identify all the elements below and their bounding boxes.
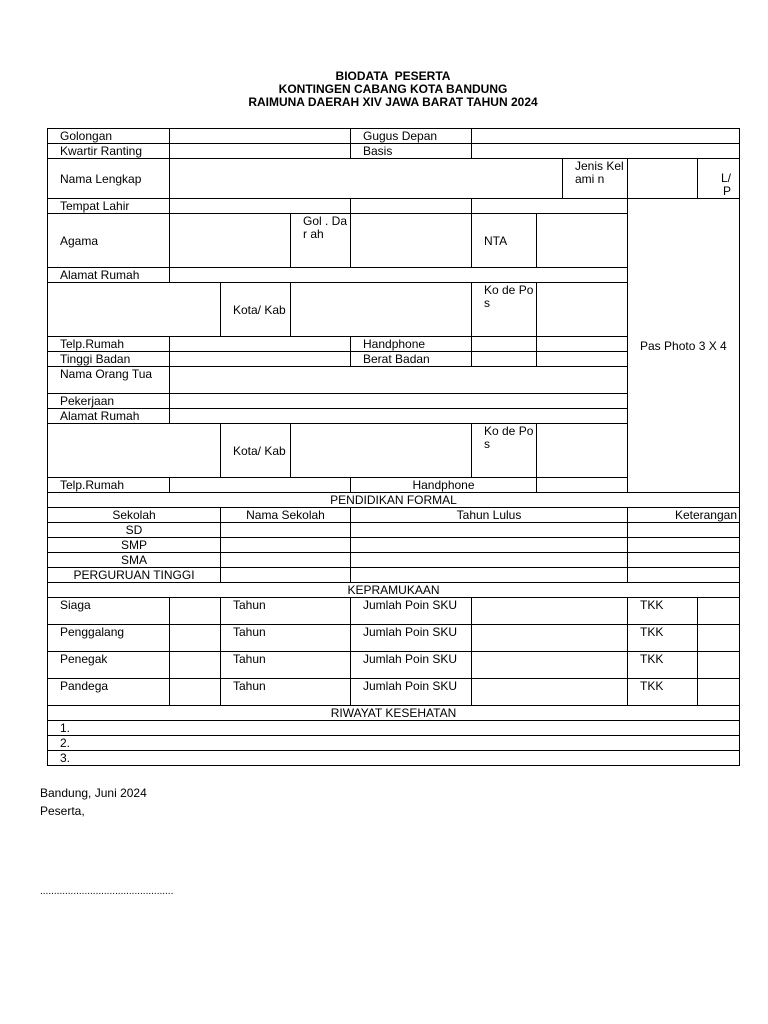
field-poin-pandega[interactable] xyxy=(472,679,628,706)
place-date: Bandung, Juni 2024 xyxy=(40,786,147,800)
field-handphone-extra[interactable] xyxy=(537,337,628,352)
label-handphone: Handphone xyxy=(351,337,472,352)
field-kesehatan-2[interactable]: 2. xyxy=(48,736,740,751)
field-agama[interactable] xyxy=(170,214,291,268)
field-basis[interactable] xyxy=(472,144,740,159)
label-lp: L/ P xyxy=(698,159,740,199)
row-kwartir xyxy=(48,144,740,159)
tingkat-siaga: Siaga xyxy=(48,598,170,625)
label-telp-rumah: Telp.Rumah xyxy=(48,337,170,352)
biodata-table xyxy=(47,128,740,766)
row-kesehatan-title xyxy=(48,706,740,721)
field-pandega[interactable] xyxy=(170,679,221,706)
row-telp-2 xyxy=(48,478,740,493)
document-header xyxy=(0,70,768,109)
label-tahun: Tahun xyxy=(221,598,351,625)
field-golongan[interactable] xyxy=(170,129,351,144)
field-siaga[interactable] xyxy=(170,598,221,625)
label-pekerjaan: Pekerjaan xyxy=(48,394,170,409)
header-title: BIODATA PESERTA xyxy=(335,69,451,83)
tingkat-pandega: Pandega xyxy=(48,679,170,706)
field-tempat-lahir[interactable] xyxy=(170,199,351,214)
label-alamat-rumah-2: Alamat Rumah xyxy=(48,409,170,424)
label-jumlah-poin: Jumlah Poin SKU xyxy=(351,652,472,679)
field-alamat-rumah[interactable] xyxy=(170,268,628,283)
col-header-keterangan: Keterangan xyxy=(628,508,740,523)
col-header-tahun-lulus: Tahun Lulus xyxy=(351,508,628,523)
field-tahun-lulus-pt[interactable] xyxy=(351,568,628,583)
row-pendidikan-title xyxy=(48,493,740,508)
label-handphone-2: Handphone xyxy=(351,478,537,493)
field-poin-penggalang[interactable] xyxy=(472,625,628,652)
label-gugus-depan: Gugus Depan xyxy=(351,129,472,144)
field-poin-penegak[interactable] xyxy=(472,652,628,679)
field-kota-kab[interactable] xyxy=(291,283,472,337)
field-tahun-lulus-sd[interactable] xyxy=(351,523,628,538)
table-row xyxy=(48,598,740,625)
row-nama xyxy=(48,159,740,199)
label-nama-lengkap: Nama Lengkap xyxy=(48,159,170,199)
label-tahun: Tahun xyxy=(221,625,351,652)
table-row xyxy=(48,538,740,553)
label-nama-orang-tua: Nama Orang Tua xyxy=(48,367,170,394)
label-tahun: Tahun xyxy=(221,679,351,706)
field-kesehatan-1[interactable]: 1. xyxy=(48,721,740,736)
label-kota-kab: Kota/ Kab xyxy=(221,283,291,337)
label-berat-badan: Berat Badan xyxy=(351,352,472,367)
label-tkk: TKK xyxy=(628,598,698,625)
field-tahun-lulus-smp[interactable] xyxy=(351,538,628,553)
pas-photo-box xyxy=(628,199,740,493)
label-tempat-lahir: Tempat Lahir xyxy=(48,199,170,214)
label-nta: NTA xyxy=(472,214,537,268)
field-kwartir-ranting[interactable] xyxy=(170,144,351,159)
field-poin-siaga[interactable] xyxy=(472,598,628,625)
field-keterangan-sma[interactable] xyxy=(628,553,740,568)
label-agama: Agama xyxy=(48,214,170,268)
field-telp-rumah[interactable] xyxy=(170,337,351,352)
label-tkk: TKK xyxy=(628,625,698,652)
label-telp-rumah-2: Telp.Rumah xyxy=(48,478,170,493)
row-tempat-lahir xyxy=(48,199,740,214)
field-penegak[interactable] xyxy=(170,652,221,679)
section-title-kepramukaan: KEPRAMUKAAN xyxy=(48,583,740,598)
field-tkk-penggalang[interactable] xyxy=(698,625,740,652)
header-event: RAIMUNA DAERAH XIV JAWA BARAT TAHUN 2024 xyxy=(248,95,538,109)
field-tinggi-badan[interactable] xyxy=(170,352,351,367)
field-kota-kab-2[interactable] xyxy=(291,424,472,478)
row-golongan xyxy=(48,129,740,144)
field-gol-darah[interactable] xyxy=(351,214,472,268)
table-row xyxy=(48,625,740,652)
field-alamat-lanjutan-2[interactable] xyxy=(48,424,221,478)
sekolah-sma: SMA xyxy=(48,553,221,568)
label-tahun: Tahun xyxy=(221,652,351,679)
label-golongan: Golongan xyxy=(48,129,170,144)
field-nama-sekolah-pt[interactable] xyxy=(221,568,351,583)
list-item xyxy=(48,751,740,766)
field-handphone-2[interactable] xyxy=(537,478,740,493)
field-kesehatan-3[interactable]: 3. xyxy=(48,751,740,766)
list-item xyxy=(48,736,740,751)
label-jenis-kelamin: Jenis Kelami n xyxy=(563,159,628,199)
tingkat-penegak: Penegak xyxy=(48,652,170,679)
label-gol-darah: Gol . Dar ah xyxy=(291,214,351,268)
label-jumlah-poin: Jumlah Poin SKU xyxy=(351,598,472,625)
field-alamat-lanjutan[interactable] xyxy=(48,283,221,337)
field-nama-sekolah-sd[interactable] xyxy=(221,523,351,538)
field-tempat-lahir-extra[interactable] xyxy=(472,199,628,214)
list-item xyxy=(48,721,740,736)
sekolah-smp: SMP xyxy=(48,538,221,553)
table-row xyxy=(48,679,740,706)
table-row xyxy=(48,523,740,538)
label-basis: Basis xyxy=(351,144,472,159)
label-kode-pos-2: Ko de Po s xyxy=(472,424,537,478)
label-tkk: TKK xyxy=(628,679,698,706)
field-keterangan-smp[interactable] xyxy=(628,538,740,553)
peserta-label: Peserta, xyxy=(40,804,85,818)
table-row xyxy=(48,652,740,679)
label-kwartir-ranting: Kwartir Ranting xyxy=(48,144,170,159)
field-kode-pos[interactable] xyxy=(537,283,628,337)
header-subtitle: KONTINGEN CABANG KOTA BANDUNG xyxy=(278,82,508,96)
table-row xyxy=(48,553,740,568)
section-title-pendidikan: PENDIDIKAN FORMAL xyxy=(48,493,740,508)
label-tinggi-badan: Tinggi Badan xyxy=(48,352,170,367)
row-pendidikan-header xyxy=(48,508,740,523)
field-tahun-lulus-sma[interactable] xyxy=(351,553,628,568)
label-jumlah-poin: Jumlah Poin SKU xyxy=(351,679,472,706)
col-header-sekolah: Sekolah xyxy=(48,508,221,523)
label-kota-kab-2: Kota/ Kab xyxy=(221,424,291,478)
field-nama-lengkap[interactable] xyxy=(170,159,563,199)
row-kepramukaan-title xyxy=(48,583,740,598)
field-jenis-kelamin[interactable] xyxy=(628,159,698,199)
field-tkk-siaga[interactable] xyxy=(698,598,740,625)
label-jumlah-poin: Jumlah Poin SKU xyxy=(351,625,472,652)
field-alamat-rumah-2[interactable] xyxy=(170,409,628,424)
field-pekerjaan[interactable] xyxy=(170,394,628,409)
field-tanggal-lahir[interactable] xyxy=(351,199,472,214)
field-berat-badan-extra[interactable] xyxy=(537,352,628,367)
label-pas-photo: Pas Photo 3 X 4 xyxy=(640,338,727,353)
table-row xyxy=(48,568,740,583)
field-handphone[interactable] xyxy=(472,337,537,352)
field-keterangan-pt[interactable] xyxy=(628,568,740,583)
col-header-nama-sekolah: Nama Sekolah xyxy=(221,508,351,523)
label-alamat-rumah: Alamat Rumah xyxy=(48,268,170,283)
sekolah-pt: PERGURUAN TINGGI xyxy=(48,568,221,583)
signature-line[interactable]: ................................................ xyxy=(40,886,174,897)
field-kode-pos-2[interactable] xyxy=(537,424,628,478)
tingkat-penggalang: Penggalang xyxy=(48,625,170,652)
field-berat-badan[interactable] xyxy=(472,352,537,367)
field-keterangan-sd[interactable] xyxy=(628,523,740,538)
sekolah-sd: SD xyxy=(48,523,221,538)
label-kode-pos: Ko de Po s xyxy=(472,283,537,337)
field-nama-sekolah-sma[interactable] xyxy=(221,553,351,568)
field-tkk-pandega[interactable] xyxy=(698,679,740,706)
field-nama-orang-tua[interactable] xyxy=(170,367,628,394)
field-gugus-depan[interactable] xyxy=(472,129,740,144)
section-title-kesehatan: RIWAYAT KESEHATAN xyxy=(48,706,740,721)
field-tkk-penegak[interactable] xyxy=(698,652,740,679)
field-nta[interactable] xyxy=(537,214,628,268)
label-tkk: TKK xyxy=(628,652,698,679)
field-nama-sekolah-smp[interactable] xyxy=(221,538,351,553)
field-telp-rumah-2[interactable] xyxy=(170,478,351,493)
field-penggalang[interactable] xyxy=(170,625,221,652)
